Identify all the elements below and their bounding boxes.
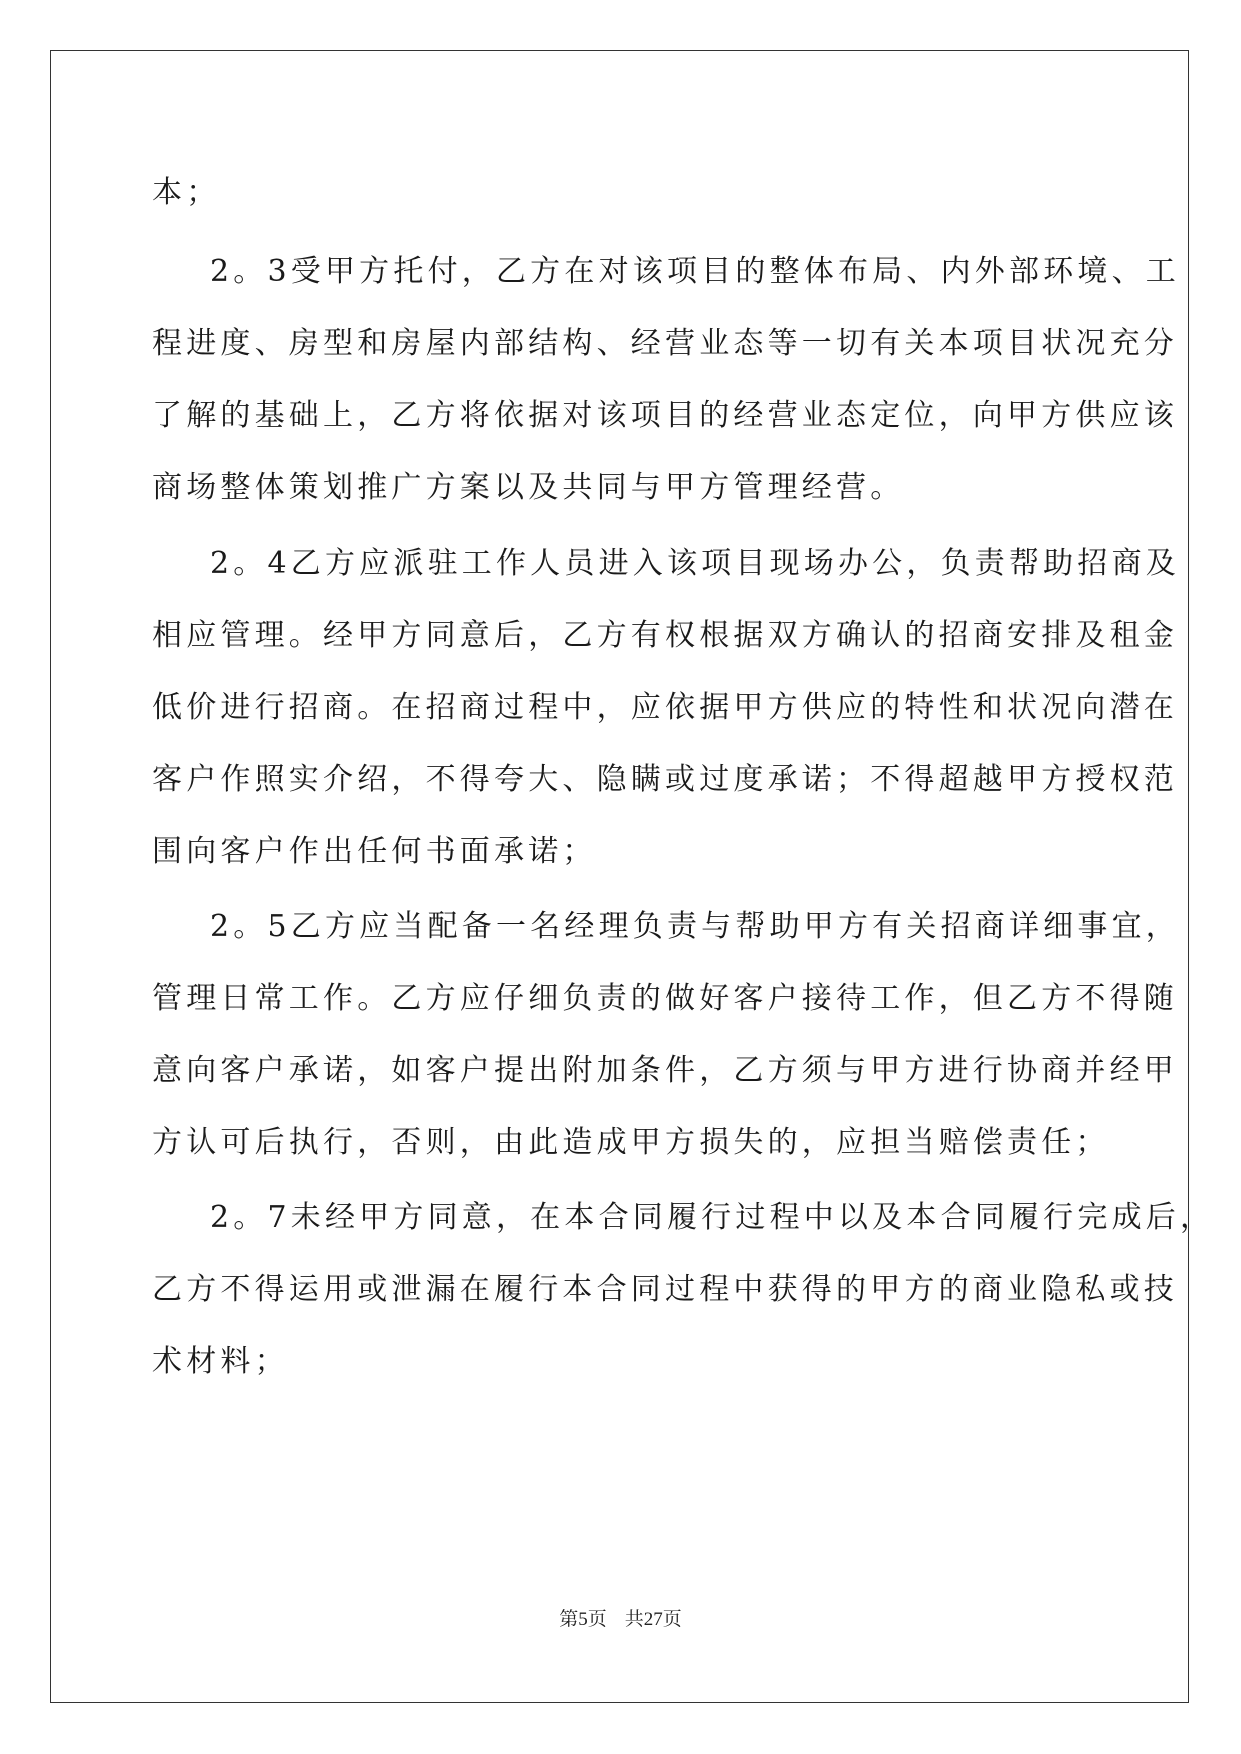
text-line: 了解的基础上，乙方将依据对该项目的经营业态定位，向甲方供应该	[152, 398, 1178, 433]
total-page-count: 共27页	[624, 1609, 682, 1630]
text-line: 乙方不得运用或泄漏在履行本合同过程中获得的甲方的商业隐私或技	[152, 1272, 1178, 1307]
current-page-number: 第5页	[559, 1609, 607, 1630]
text-line: 方认可后执行，否则，由此造成甲方损失的，应担当赔偿责任；	[152, 1125, 1110, 1160]
text-line: 意向客户承诺，如客户提出附加条件，乙方须与甲方进行协商并经甲	[152, 1053, 1178, 1088]
text-line: 低价进行招商。在招商过程中，应依据甲方供应的特性和状况向潜在	[152, 690, 1178, 725]
text-line: 术材料；	[152, 1344, 289, 1379]
text-line: 管理日常工作。乙方应仔细负责的做好客户接待工作，但乙方不得随	[152, 981, 1178, 1016]
text-line: 客户作照实介绍，不得夸大、隐瞒或过度承诺；不得超越甲方授权范	[152, 762, 1178, 797]
text-line: 程进度、房型和房屋内部结构、经营业态等一切有关本项目状况充分	[152, 326, 1178, 361]
text-line: 商场整体策划推广方案以及共同与甲方管理经营。	[152, 470, 905, 505]
paragraph-2-7-line: 2。7未经甲方同意，在本合同履行过程中以及本合同履行完成后，	[210, 1200, 1215, 1235]
text-line: 本；	[152, 175, 221, 210]
text-line: 相应管理。经甲方同意后，乙方有权根据双方确认的招商安排及租金	[152, 618, 1178, 653]
paragraph-2-5-line: 2。5乙方应当配备一名经理负责与帮助甲方有关招商详细事宜，	[210, 909, 1180, 944]
paragraph-2-4-line: 2。4乙方应派驻工作人员进入该项目现场办公，负责帮助招商及	[210, 546, 1180, 581]
paragraph-2-3-line: 2。3受甲方托付，乙方在对该项目的整体布局、内外部环境、工	[210, 254, 1180, 289]
page-footer	[0, 1607, 1241, 1633]
page-border	[50, 50, 1189, 1703]
text-line: 围向客户作出任何书面承诺；	[152, 834, 597, 869]
